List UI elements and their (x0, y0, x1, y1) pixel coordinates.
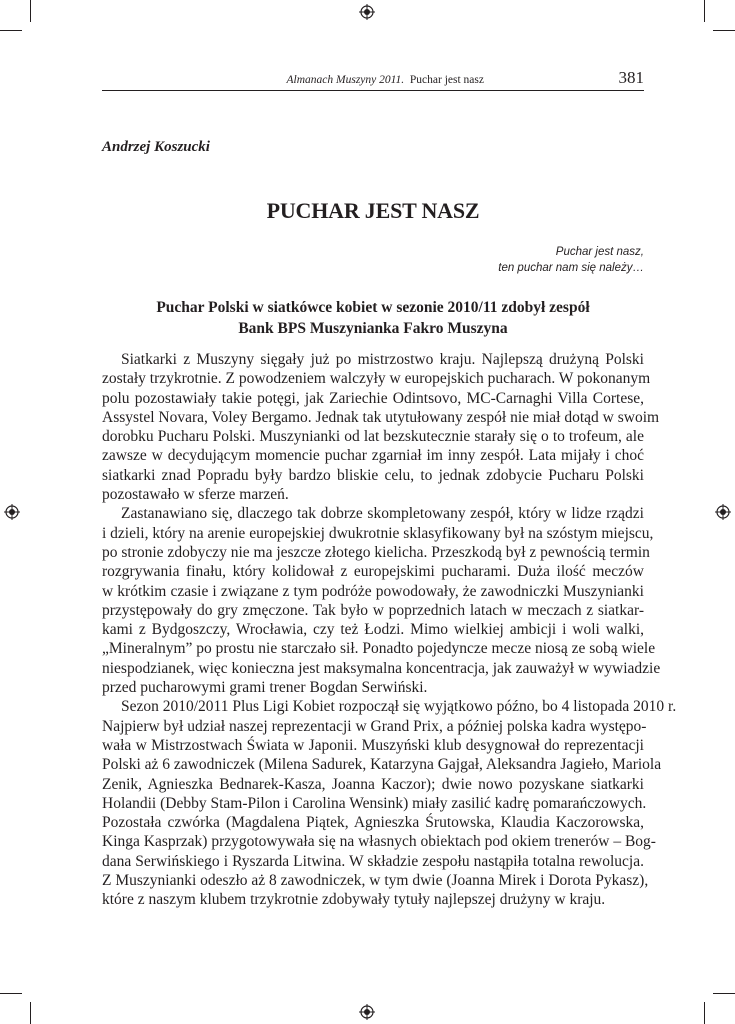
running-head (102, 70, 644, 91)
text-line: przystępowały do gry zmęczone. Tak było w poprzednich latach w meczach z siatkar- (102, 601, 644, 619)
crop-mark (713, 993, 735, 994)
author-name: Andrzej Koszucki (102, 139, 210, 155)
page-number: 381 (618, 68, 644, 87)
article-title: PUCHAR JEST NASZ (266, 198, 480, 223)
text-line: Najpierw był udział naszej reprezentacji w Grand Prix, a później polska kadra występo- (102, 717, 647, 735)
text-line: zawsze w decydującym momencie puchar zgarniał im inny zespół. Lata mijały i choć (102, 447, 644, 465)
text-line: dorobku Pucharu Polski. Muszynianki od lat bezskutecznie starały się o to trofeum, ale (102, 428, 644, 446)
running-head-title (287, 74, 484, 86)
paragraph (102, 697, 677, 909)
text-line: Zastanawiano się, dlaczego tak dobrze skompletowany zespół, który w lidze rządzi (121, 505, 644, 523)
subtitle-line: Bank BPS Muszynianka Fakro Muszyna (238, 320, 508, 337)
crop-mark (30, 1002, 31, 1024)
text-line: i dzieli, który na arenie europejskiej dwukrotnie sklasyfikowany był na szóstym miejscu, (102, 524, 654, 542)
text-line: Kinga Kasprzak) przygotowywała się na własnych obiektach pod okiem trenerów – Bog- (102, 833, 656, 851)
epigraph (498, 244, 644, 276)
text-line: Assystel Novara, Voley Bergamo. Jednak tak utytułowany zespół nie miał dotąd w swoim (102, 408, 660, 426)
crop-mark (30, 0, 31, 22)
crop-mark (0, 30, 22, 31)
body-text (102, 350, 677, 910)
text-line: Holandii (Debby Stam-Pilon i Carolina Wensink) miały zasilić kadrę pomarańczowych. (102, 794, 647, 812)
text-line: w krótkim czasie i związane z tym podróże powodowały, że zawodniczki Muszynianki (102, 582, 644, 600)
crop-mark (704, 1002, 705, 1024)
journal-name: Almanach Muszyny 2011. (286, 74, 405, 86)
registration-mark-icon (359, 1004, 375, 1020)
epigraph-line: Puchar jest nasz, (555, 246, 644, 258)
text-line: rozgrywania finału, który kolidował z europejskimi pucharami. Duża ilość meczów (102, 563, 644, 581)
text-line: pozostawało w sferze marzeń. (102, 486, 289, 504)
subtitle-line: Puchar Polski w siatkówce kobiet w sezonie 2010/11 zdobył zespół (156, 299, 590, 316)
text-line: Sezon 2010/2011 Plus Ligi Kobiet rozpoczął się wyjątkowo późno, bo 4 listopada 2010 r. (121, 698, 677, 716)
text-line: przed pucharowymi grami trener Bogdan Serwiński. (102, 679, 428, 697)
text-line: niespodzianek, więc konieczna jest maksymalna koncentracja, jak zauważył w wywiadzie (102, 659, 661, 677)
epigraph-line: ten puchar nam się należy… (498, 262, 644, 274)
registration-mark-icon (359, 4, 375, 20)
registration-mark-icon (715, 504, 731, 520)
text-line: Zenik, Agnieszka Bednarek-Kasza, Joanna Kaczor); dwie nowo pozyskane siatkarki (102, 775, 644, 793)
crop-mark (713, 30, 735, 31)
text-line: Pozostała czwórka (Magdalena Piątek, Agnieszka Śrutowska, Klaudia Kaczorowska, (102, 814, 644, 832)
article-subtitle (102, 297, 644, 339)
text-line: Siatkarki z Muszyny sięgały już po mistrzostwo kraju. Najlepszą drużyną Polski (121, 351, 644, 368)
text-line: kami z Bydgoszczy, Wrocławia, czy też Łodzi. Mimo wielkiej ambicji i woli walki, (102, 621, 644, 639)
text-line: zostały trzykrotnie. Z powodzeniem walczyły w europejskich pucharach. W pokonanym (102, 370, 651, 388)
crop-mark (0, 993, 22, 994)
text-line: dana Serwińskiego i Ryszarda Litwina. W składzie zespołu nastąpiła totalna rewolucja. (102, 852, 644, 870)
text-line: które z naszym klubem trzykrotnie zdobywały tytuły najlepszej drużyny w kraju. (102, 891, 606, 909)
text-line: polu pozostawiały takie potęgi, jak Zariechie Odintsovo, MC-Carnaghi Villa Cortese, (102, 389, 644, 407)
paragraph (102, 350, 660, 504)
paragraph (102, 504, 661, 697)
text-line: „Mineralnym” po prostu nie starczało sił. Ponadto pojedyncze mecze niosą ze sobą wiele (102, 640, 656, 658)
text-line: siatkarki znad Popradu były bardzo bliskie celu, to jednak zdobycie Pucharu Polski (102, 466, 644, 484)
text-line: po stronie zdobyczy nie ma jeszcze złotego kielicha. Przeszkodą był z pewnością termin (102, 543, 650, 561)
text-line: Z Muszynianki odeszło aż 8 zawodniczek, w tym dwie (Joanna Mirek i Dorota Pykasz), (102, 872, 649, 890)
text-line: wała w Mistrzostwach Świata w Japonii. Muszyński klub desygnował do reprezentacji (102, 736, 644, 754)
registration-mark-icon (4, 504, 20, 520)
crop-mark (704, 0, 705, 22)
text-line: Polski aż 6 zawodniczek (Milena Sadurek, Katarzyna Gajgał, Aleksandra Jagieło, Mariola (102, 756, 662, 774)
article-short-title: Puchar jest nasz (409, 74, 484, 86)
